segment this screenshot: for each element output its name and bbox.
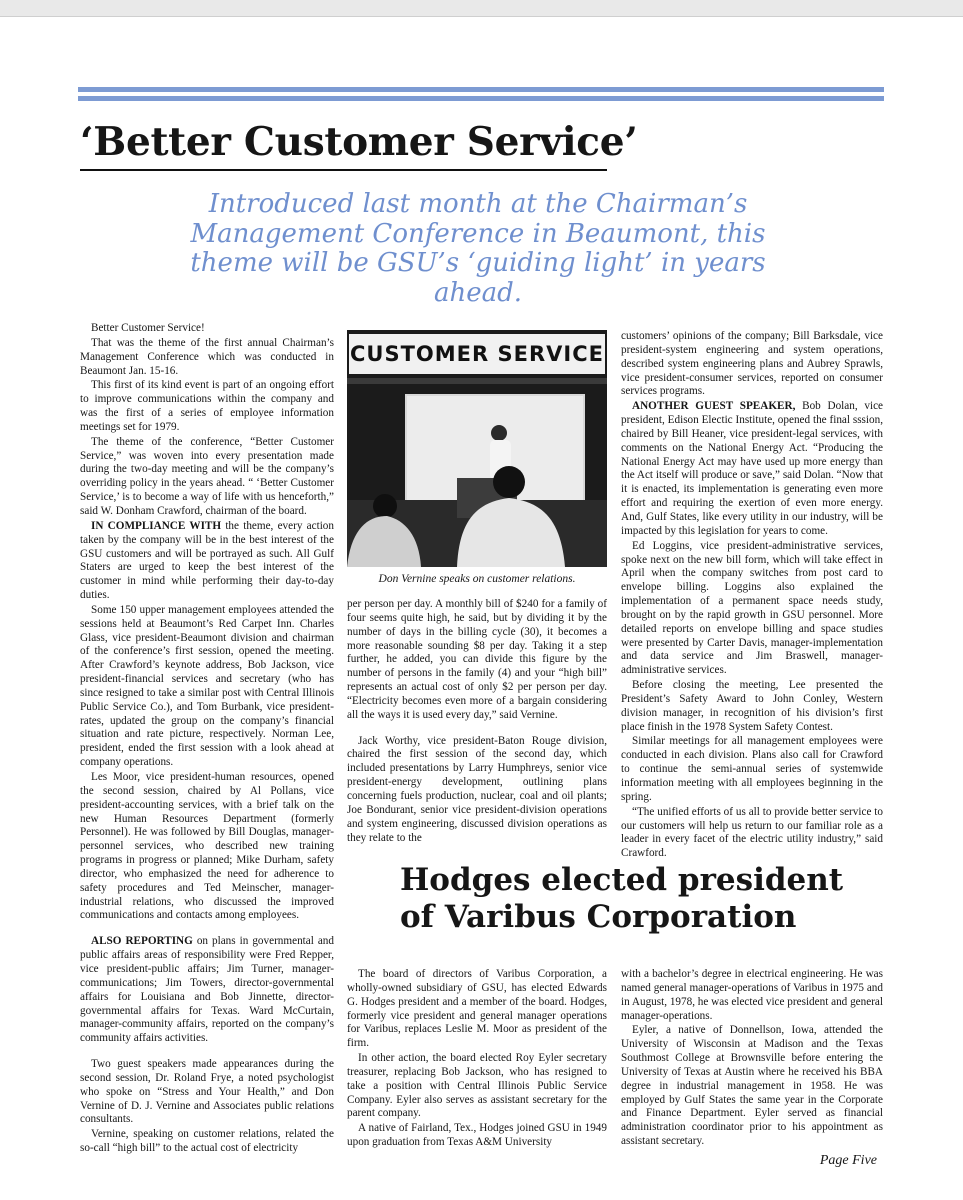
col3-paragraph-lead: ANOTHER GUEST SPEAKER, Bob Dolan, vice president, Edison Electic Institute, opened the final sssion, chaired by Bill Heaner, vice president-legal services, with comments on the National Energy Act. “Producing the National Energy Act may have used up more energy than the Act itself will produce or save,” said Dolan. “Now that it is enacted, its implementation is generating even more effort and requiring the exertion of even more energy. And, Gulf States, like every utility in our industry, will be impacted by this legislation for years to come. xyxy=(621,400,883,537)
col1-paragraph-lead: IN COMPLIANCE WITH the theme, every action taken by the company will be in the best interest of the GSU customers and will be portrayed as such. All Gulf Staters are urged to keep the best interest of the customer in mind while performing their day-to-day duties. xyxy=(80,519,334,602)
article-photo xyxy=(347,330,607,567)
col1-paragraph: Two guest speakers made appearances during the second session, Dr. Roland Frye, a noted psychologist who spoke on “Stress and Your Health,” and Don Vernine of D. J. Vernine and Associates public relations consultants. xyxy=(80,1058,334,1126)
col1-paragraph: The theme of the conference, “Better Customer Service,” was woven into every presentation made during the two-day meeting and will be the company’s overriding policy in the years ahead. “ ‘Better Customer Service,’ is to become a way of life with us henceforth,” said W. Donham Crawford, chairman of the board. xyxy=(80,435,334,517)
sidebar-paragraph: The board of directors of Varibus Corporation, a wholly-owned subsidiary of GSU, has elected Edwards G. Hodges president and a member of the board. Hodges, formerly vice president and general manager operations for Varibus, replaces Leslie M. Moor as president of the firm. xyxy=(347,968,607,1050)
col3-paragraph: Ed Loggins, vice president-administrative services, spoke next on the new bill form, which will take effect in April when the company switches from post card to envelope billing. Loggins also explained the implementation of a permanent space needs study, brought on by the rapid growth in GSU personnel. More detailed reports on envelope billing and space studies were presented by Carter Davis, manager-implementation and data service and Jim Braswell, manager-administrative services. xyxy=(621,539,883,677)
col2-paragraph: per person per day. A monthly bill of $240 for a family of four seems quite high, he said, but by dividing it by the number of days in the billing cycle (30), it becomes a more reasonable sounding $8 per day. Taking it a step further, he added, you can divide this figure by the number of persons in the family (4) and your “high bill” represents an actual cost of only $2 per person per day. “Electricity becomes even more of a bargain considering all the ways it is used every day,” said Vernine. xyxy=(347,598,607,721)
col1-paragraph: Les Moor, vice president-human resources, opened the second session, chaired by Al Pollans, vice president-accounting services, with a brief talk on the new Human Resources Department (formerly Personnel). He was followed by Bill Douglas, manager-personnel services, who described new training programs in progress or planned; Mike Durham, safety director, who emphasized the need for adherence to safety procedures and Ted Meinscher, manager-industrial relations, who discussed the improved communications and contacts among employees. xyxy=(80,771,334,922)
headline-underline xyxy=(80,169,607,171)
col2-paragraph: Jack Worthy, vice president-Baton Rouge division, chaired the first session of the second day, which included presentations by Larry Humphreys, senior vice president-energy development, outlining plans concerning fuels production, nuclear, coal and oil plants; Joe Bondurant, senior vice president-division operations and system engineering, discussed division operations as they relate to the xyxy=(347,734,607,844)
scan-page-edge xyxy=(0,0,963,17)
photo-caption: Don Vernine speaks on customer relations. xyxy=(378,573,576,585)
article-column-3 xyxy=(621,330,883,862)
sidebar-paragraph: Eyler, a native of Donnellson, Iowa, attended the University of Wisconsin at Madison and the Texas Southmost College at Brownsville before entering the University of Texas at Austin where he received his BBA degree in industrial management in 1958. He was employed by Gulf States the same year in the Corporate and Finance Department. Eyler served as financial administration coordinator prior to his appointment as assistant secretary. xyxy=(621,1024,883,1148)
col1-paragraph: Some 150 upper management employees attended the sessions held at Beaumont’s Red Carpet Inn. Charles Glass, vice president-Beaumont division and chairman of the conference’s first session, opened the meeting. After Crawford’s keynote address, Bob Jackson, vice president-financial services and secretary (who has since resigned to take a similar post with Central Illinois Public Service Co.), and Tom Burbank, vice president-rates, updated the group on the company’s financial situation and rate picture, respectively. Norman Lee, president, ended the first session with a look ahead at company operations. xyxy=(80,603,334,769)
col1-paragraph: Vernine, speaking on customer relations, related the so-call “high bill” to the actual cost of electricity xyxy=(80,1128,334,1155)
sidebar-headline-line-1: Hodges elected president xyxy=(400,862,844,898)
sidebar-paragraph: with a bachelor’s degree in electrical engineering. He was named general manager-operations of Varibus in 1975 and in August, 1978, he was elected vice president and general manager-operations. xyxy=(621,968,883,1022)
col3-paragraph: Before closing the meeting, Lee presented the President’s Safety Award to John Conley, Western division manager, in recognition of his division’s first place finish in the 1978 System Safety Contest. xyxy=(621,679,883,733)
col3-paragraph: customers’ opinions of the company; Bill Barksdale, vice president-system engineering and system operations, described system engineering plans and Aubrey Sprawls, vice president-consumer services, reported on consumer services programs. xyxy=(621,330,883,398)
col1-paragraph: That was the theme of the first annual Chairman’s Management Conference which was conducted in Beaumont Jan. 15-16. xyxy=(80,336,334,377)
paragraph-lead-in: IN COMPLIANCE WITH xyxy=(91,519,222,532)
article-column-1 xyxy=(80,322,334,1157)
sidebar-headline-line-2: of Varibus Corporation xyxy=(400,899,797,935)
sidebar-column-right xyxy=(621,968,883,1150)
sidebar-column-left xyxy=(347,968,607,1151)
col1-paragraph-lead: ALSO REPORTING on plans in governmental and public affairs areas of responsibility were Fred Repper, vice president-public affairs; Jim Turner, manager-communications; Jim Towers, director-governmental affairs for Louisiana and Bob Jinnette, director-governmental affairs for Texas. Ward McCurtain, manager-community affairs, reported on the company’s community affairs activities. xyxy=(80,935,334,1045)
photo-banner-text: CUSTOMER SERVICE xyxy=(350,342,604,366)
paragraph-lead-in: ANOTHER GUEST SPEAKER, xyxy=(632,400,796,413)
col3-paragraph: “The unified efforts of us all to provide better service to our customers will help us return to our familiar role as a leader in every facet of the electric utility industry,” said Crawford. xyxy=(621,805,883,860)
paragraph-lead-in: ALSO REPORTING xyxy=(91,935,193,948)
sidebar-paragraph: In other action, the board elected Roy Eyler secretary treasurer, replacing Bob Jackson, who has resigned to take a position with Central Illinois Public Service Company. Eyler also serves as assistant secretary for the parent company. xyxy=(347,1052,607,1120)
photo-illustration xyxy=(347,330,607,567)
header-rule-top xyxy=(78,87,884,92)
header-rule-bottom xyxy=(78,96,884,101)
sidebar-headline xyxy=(400,862,843,936)
col3-paragraph: Similar meetings for all management employees were conducted in each division. Plans also call for Crawford to continue the semi-annual series of systemwide information meeting with all employees beginning in the spring. xyxy=(621,735,883,803)
col1-paragraph: Better Customer Service! xyxy=(91,322,205,334)
article-column-2 xyxy=(347,598,607,846)
page-number: Page Five xyxy=(819,1153,877,1168)
sidebar-paragraph: A native of Fairland, Tex., Hodges joined GSU in 1949 upon graduation from Texas A&M University xyxy=(347,1122,607,1149)
col1-paragraph: This first of its kind event is part of an ongoing effort to improve communications within the company and was the first of a series of employee information meetings set for 1979. xyxy=(80,379,334,433)
article-deck: Introduced last month at the Chairman’s Management Conference in Beaumont, this theme will be GSU’s ‘guiding light’ in years ahead. xyxy=(190,189,766,308)
article-headline: ‘Better Customer Service’ xyxy=(80,119,638,165)
